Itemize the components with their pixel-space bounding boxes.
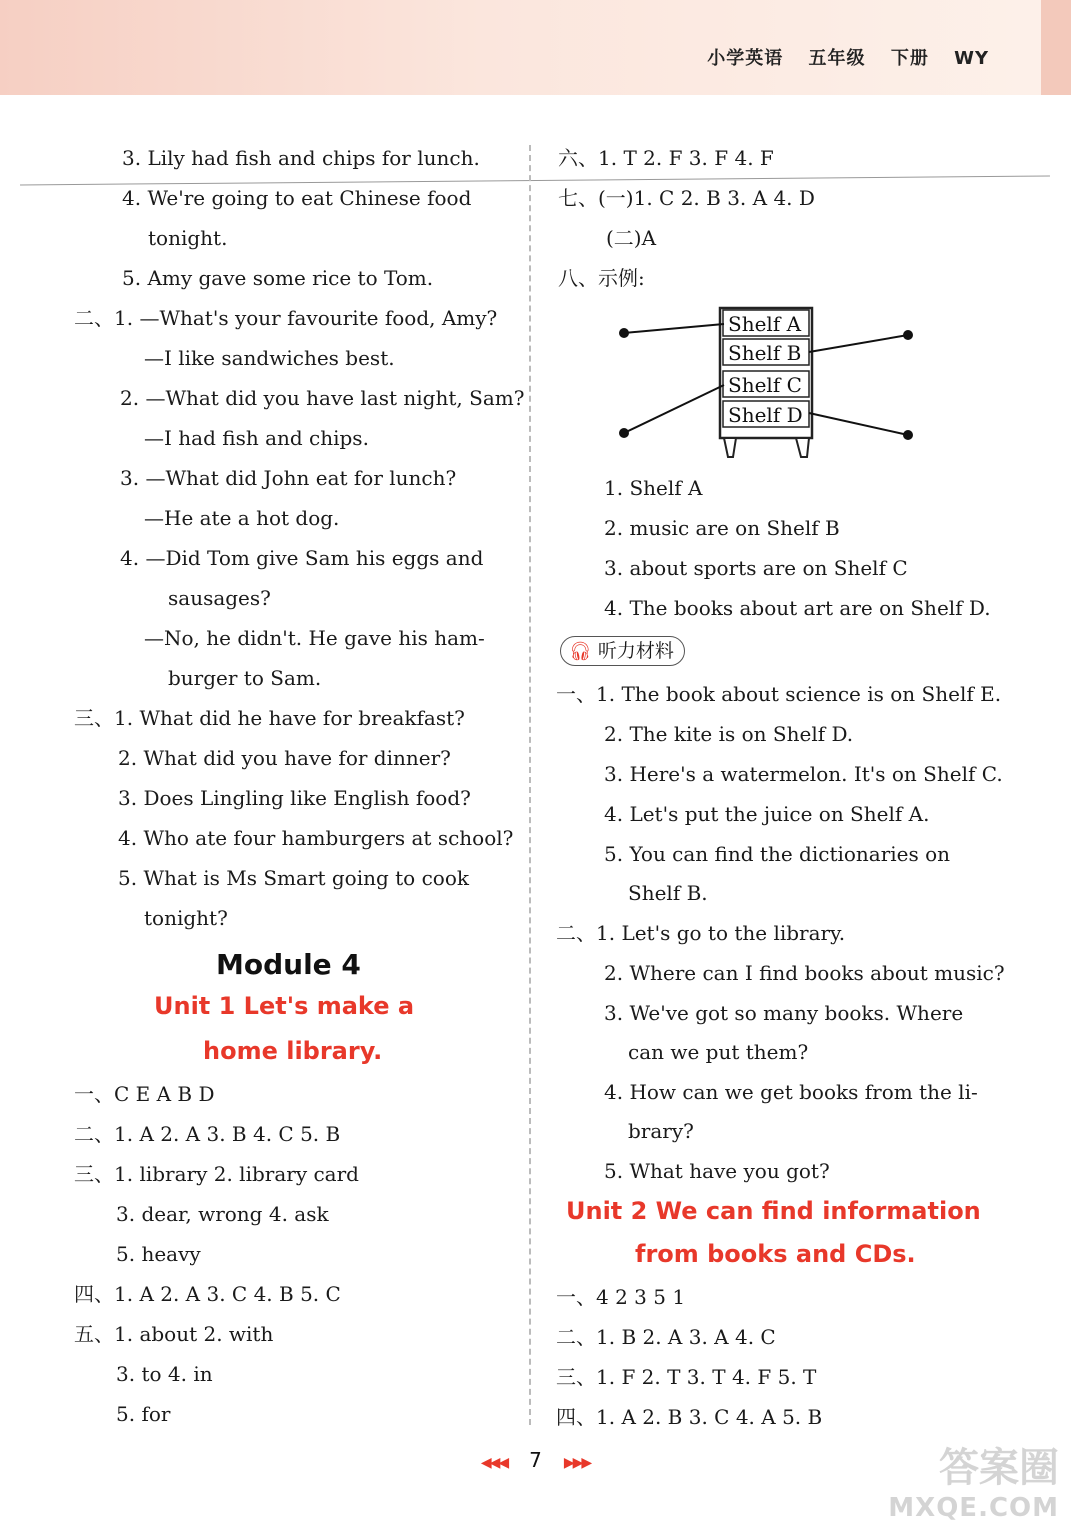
listening-line: 4. Let's put the juice on Shelf A. (604, 802, 930, 826)
answer-line: 3. dear, wrong 4. ask (116, 1202, 329, 1226)
right-line: 六、1. T 2. F 3. F 4. F (558, 146, 774, 170)
shelf-d-label: Shelf D (728, 403, 803, 427)
example-answer: 3. about sports are on Shelf C (604, 556, 908, 580)
match-line (809, 335, 908, 352)
answer-line: 五、1. about 2. with (74, 1322, 274, 1346)
answer-line: 5. for (116, 1402, 171, 1426)
listening-line: 4. How can we get books from the li- (604, 1080, 978, 1104)
example-answer: 4. The books about art are on Shelf D. (604, 596, 991, 620)
listening-tag (560, 636, 685, 666)
header-subject: 小学英语 (707, 48, 784, 69)
unit1-title-cont: home library. (203, 1037, 383, 1065)
left-line: 3. Lily had fish and chips for lunch. (122, 146, 480, 170)
header-edge (1041, 0, 1071, 95)
listening-line: Shelf B. (628, 881, 708, 905)
prev-arrows-icon: ◀◀◀ (480, 1455, 508, 1471)
section2-line: —No, he didn't. He gave his ham- (144, 626, 485, 650)
example-answer: 2. music are on Shelf B (604, 516, 840, 540)
answer-line: 三、1. library 2. library card (74, 1162, 359, 1186)
answer-line: 3. to 4. in (116, 1362, 213, 1386)
section2-line: —I had fish and chips. (144, 426, 369, 450)
unit2-answer: 二、1. B 2. A 3. A 4. C (556, 1325, 776, 1349)
bookcase-leg-left (724, 438, 736, 457)
listening-line: 2. Where can I find books about music? (604, 961, 1005, 985)
match-line (624, 385, 724, 433)
section3-line: 3. Does Lingling like English food? (118, 786, 471, 810)
left-line: 4. We're going to eat Chinese food (122, 186, 472, 210)
section2-line: burger to Sam. (168, 666, 322, 690)
shelf-c-label: Shelf C (728, 373, 802, 397)
listening-line: 3. Here's a watermelon. It's on Shelf C. (604, 762, 1003, 786)
listening-line: 2. The kite is on Shelf D. (604, 722, 854, 746)
shelf-a-label: Shelf A (728, 312, 802, 336)
listening-line: 3. We've got so many books. Where (604, 1001, 964, 1025)
next-arrows-icon: ▶▶▶ (563, 1455, 591, 1471)
unit2-answer: 三、1. F 2. T 3. T 4. F 5. T (556, 1365, 817, 1389)
answer-line: 一、C E A B D (74, 1082, 215, 1106)
match-line (809, 413, 908, 435)
column-divider (529, 145, 531, 1425)
example-answer: 1. Shelf A (604, 476, 703, 500)
listening-line: 一、1. The book about science is on Shelf E. (556, 682, 1002, 706)
right-line: (二)A (606, 226, 657, 250)
answer-line: 5. heavy (116, 1242, 201, 1266)
left-line: 5. Amy gave some rice to Tom. (122, 266, 434, 290)
section2-line: 二、1. —What's your favourite food, Amy? (74, 306, 498, 330)
watermark-logo: 答案圈 (939, 1445, 1059, 1491)
section3-line: 2. What did you have for dinner? (118, 746, 451, 770)
unit2-answer: 一、4 2 3 5 1 (556, 1285, 686, 1309)
left-line: tonight. (148, 226, 228, 250)
bookcase-leg-right (796, 438, 809, 457)
page-header (689, 44, 989, 70)
section2-line: sausages? (168, 586, 271, 610)
listening-line: can we put them? (628, 1040, 809, 1064)
section2-line: 2. —What did you have last night, Sam? (120, 386, 525, 410)
header-volume: 下册 (890, 48, 929, 69)
answer-line: 二、1. A 2. A 3. B 4. C 5. B (74, 1122, 341, 1146)
shelf-diagram (612, 305, 922, 465)
answer-line: 四、1. A 2. A 3. C 4. B 5. C (74, 1282, 341, 1306)
headphones-icon: 🎧︎ (569, 641, 592, 662)
watermark-url: MXQE.COM (888, 1493, 1059, 1523)
section2-line: —He ate a hot dog. (144, 506, 340, 530)
section2-line: 4. —Did Tom give Sam his eggs and (120, 546, 484, 570)
shelf-b-label: Shelf B (728, 341, 802, 365)
listening-line: 二、1. Let's go to the library. (556, 921, 846, 945)
section3-line: 4. Who ate four hamburgers at school? (118, 826, 514, 850)
listening-line: 5. What have you got? (604, 1159, 830, 1183)
listening-line: 5. You can find the dictionaries on (604, 842, 951, 866)
unit2-title-cont: from books and CDs. (635, 1240, 916, 1268)
page-number: 7 (529, 1448, 542, 1472)
section3-line: 三、1. What did he have for breakfast? (74, 706, 465, 730)
unit2-title: Unit 2 We can find information (566, 1197, 981, 1225)
scan-line (20, 176, 1050, 186)
listening-label: 听力材料 (597, 640, 674, 662)
header-grade: 五年级 (808, 48, 866, 69)
section3-line: 5. What is Ms Smart going to cook (118, 866, 469, 890)
watermark (888, 1445, 1059, 1528)
right-line: 八、示例: (558, 266, 645, 290)
unit1-title: Unit 1 Let's make a (154, 992, 415, 1020)
listening-line: brary? (628, 1119, 694, 1143)
unit2-answer: 四、1. A 2. B 3. C 4. A 5. B (556, 1405, 823, 1429)
header-edition: WY (954, 48, 989, 69)
right-line: 七、(一)1. C 2. B 3. A 4. D (558, 186, 815, 210)
match-line (624, 324, 724, 333)
section2-line: —I like sandwiches best. (144, 346, 395, 370)
section2-line: 3. —What did John eat for lunch? (120, 466, 457, 490)
module-title: Module 4 (216, 948, 361, 981)
section3-line: tonight? (144, 906, 228, 930)
